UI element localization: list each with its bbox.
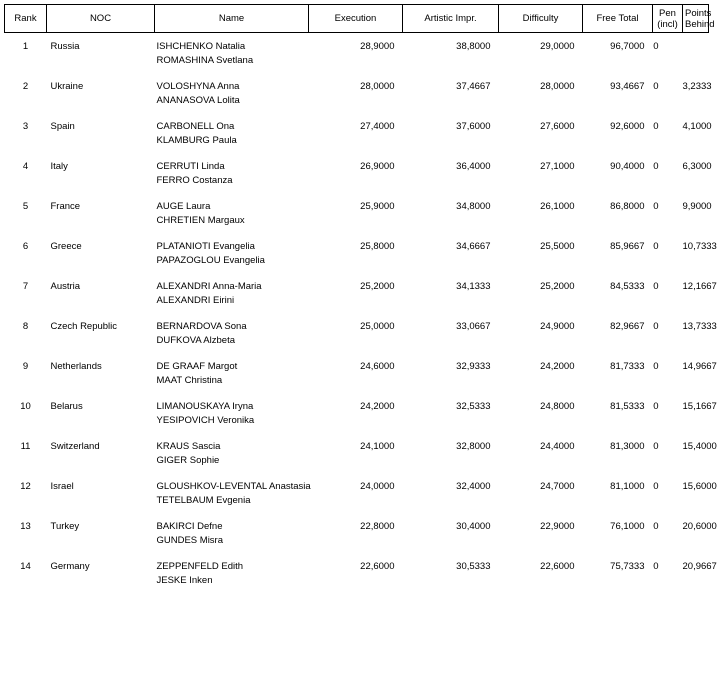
athlete-name-1: ZEPPENFELD Edith xyxy=(156,561,244,572)
table-row xyxy=(5,160,709,200)
athlete-name-2: GIGER Sophie xyxy=(156,455,220,466)
name-cell xyxy=(155,80,309,120)
rank-cell: 8 xyxy=(22,321,29,332)
points-behind-cell: 15,4000 xyxy=(682,441,717,452)
execution-cell: 24,1000 xyxy=(360,441,395,452)
rank-cell: 7 xyxy=(22,281,29,292)
header-behind-line2: Behind xyxy=(685,18,715,30)
name-cell xyxy=(155,360,309,400)
rank-cell: 6 xyxy=(22,241,29,252)
rank-cell: 14 xyxy=(20,561,31,572)
athlete-name-1: GLOUSHKOV-LEVENTAL Anastasia xyxy=(156,481,311,492)
rank-cell: 11 xyxy=(20,441,31,452)
points-behind-cell: 3,2333 xyxy=(682,81,712,92)
difficulty-cell: 25,2000 xyxy=(540,281,575,292)
name-cell xyxy=(155,480,309,520)
free-total-cell: 93,4667 xyxy=(610,81,645,92)
execution-cell: 25,8000 xyxy=(360,241,395,252)
name-cell xyxy=(155,240,309,280)
artistic-cell: 34,6667 xyxy=(456,241,491,252)
athlete-name-1: CERRUTI Linda xyxy=(156,161,225,172)
points-behind-cell: 10,7333 xyxy=(682,241,717,252)
athlete-name-2: ROMASHINA Svetlana xyxy=(156,55,254,66)
points-behind-cell xyxy=(683,33,709,81)
pen-cell: 0 xyxy=(653,201,659,212)
points-behind-cell: 15,1667 xyxy=(682,401,717,412)
athlete-name-1: CARBONELL Ona xyxy=(156,121,235,132)
points-behind-cell: 6,3000 xyxy=(682,161,712,172)
difficulty-cell: 26,1000 xyxy=(540,201,575,212)
noc-cell: Israel xyxy=(50,481,74,492)
header-difficulty: Difficulty xyxy=(499,5,583,33)
free-total-cell: 81,3000 xyxy=(610,441,645,452)
rank-cell: 10 xyxy=(20,401,31,412)
artistic-cell: 30,5333 xyxy=(456,561,491,572)
noc-cell: Turkey xyxy=(50,521,80,532)
pen-cell: 0 xyxy=(653,161,659,172)
execution-cell: 22,6000 xyxy=(360,561,395,572)
noc-cell: Greece xyxy=(50,241,82,252)
free-total-cell: 92,6000 xyxy=(610,121,645,132)
rank-cell: 9 xyxy=(22,361,29,372)
rank-cell: 5 xyxy=(22,201,29,212)
athlete-name-2: FERRO Costanza xyxy=(156,175,233,186)
table-row xyxy=(5,360,709,400)
table-row xyxy=(5,320,709,360)
athlete-name-1: BERNARDOVA Sona xyxy=(156,321,247,332)
name-cell xyxy=(155,280,309,320)
points-behind-cell: 13,7333 xyxy=(682,321,717,332)
artistic-cell: 33,0667 xyxy=(456,321,491,332)
name-cell xyxy=(155,33,309,81)
header-rank: Rank xyxy=(5,5,47,33)
difficulty-cell: 24,9000 xyxy=(540,321,575,332)
athlete-name-2: GUNDES Misra xyxy=(156,535,224,546)
table-row xyxy=(5,200,709,240)
header-free-total: Free Total xyxy=(583,5,653,33)
difficulty-cell: 24,8000 xyxy=(540,401,575,412)
table-row xyxy=(5,560,709,600)
athlete-name-2: ALEXANDRI Eirini xyxy=(156,295,235,306)
pen-cell: 0 xyxy=(653,561,659,572)
difficulty-cell: 24,2000 xyxy=(540,361,575,372)
execution-cell: 28,0000 xyxy=(360,81,395,92)
header-pen-line1: Pen xyxy=(659,7,676,19)
header-row xyxy=(5,5,709,33)
table-row xyxy=(5,440,709,480)
header-pen xyxy=(653,5,683,33)
points-behind-cell: 4,1000 xyxy=(682,121,712,132)
free-total-cell: 81,5333 xyxy=(610,401,645,412)
free-total-cell: 96,7000 xyxy=(610,41,645,52)
athlete-name-1: ALEXANDRI Anna-Maria xyxy=(156,281,262,292)
free-total-cell: 86,8000 xyxy=(610,201,645,212)
free-total-cell: 75,7333 xyxy=(610,561,645,572)
free-total-cell: 85,9667 xyxy=(610,241,645,252)
header-behind-line1: Points xyxy=(685,7,712,19)
pen-cell: 0 xyxy=(653,401,659,412)
pen-cell: 0 xyxy=(653,81,659,92)
difficulty-cell: 29,0000 xyxy=(540,41,575,52)
rank-cell: 2 xyxy=(22,81,29,92)
artistic-cell: 32,9333 xyxy=(456,361,491,372)
points-behind-cell: 20,9667 xyxy=(682,561,717,572)
points-behind-cell: 14,9667 xyxy=(682,361,717,372)
athlete-name-1: VOLOSHYNA Anna xyxy=(156,81,240,92)
athlete-name-1: ISHCHENKO Natalia xyxy=(156,41,246,52)
athlete-name-1: AUGE Laura xyxy=(156,201,211,212)
noc-cell: Belarus xyxy=(50,401,83,412)
free-total-cell: 82,9667 xyxy=(610,321,645,332)
header-noc: NOC xyxy=(47,5,155,33)
rank-cell: 4 xyxy=(22,161,29,172)
difficulty-cell: 24,7000 xyxy=(540,481,575,492)
table-row xyxy=(5,120,709,160)
athlete-name-1: DE GRAAF Margot xyxy=(156,361,238,372)
points-behind-cell: 20,6000 xyxy=(682,521,717,532)
difficulty-cell: 28,0000 xyxy=(540,81,575,92)
noc-cell: Netherlands xyxy=(50,361,102,372)
difficulty-cell: 25,5000 xyxy=(540,241,575,252)
table-row xyxy=(5,80,709,120)
artistic-cell: 37,6000 xyxy=(456,121,491,132)
pen-cell: 0 xyxy=(653,321,659,332)
name-cell xyxy=(155,160,309,200)
execution-cell: 25,0000 xyxy=(360,321,395,332)
table-row xyxy=(5,240,709,280)
name-cell xyxy=(155,200,309,240)
execution-cell: 25,2000 xyxy=(360,281,395,292)
free-total-cell: 81,1000 xyxy=(610,481,645,492)
header-pen-line2: (incl) xyxy=(657,18,678,30)
table-row xyxy=(5,480,709,520)
pen-cell: 0 xyxy=(653,441,659,452)
free-total-cell: 84,5333 xyxy=(610,281,645,292)
points-behind-cell: 9,9000 xyxy=(682,201,712,212)
execution-cell: 24,0000 xyxy=(360,481,395,492)
noc-cell: Czech Republic xyxy=(50,321,118,332)
points-behind-cell: 12,1667 xyxy=(682,281,717,292)
table-row xyxy=(5,520,709,560)
difficulty-cell: 27,1000 xyxy=(540,161,575,172)
pen-cell: 0 xyxy=(653,281,659,292)
table-header xyxy=(5,5,715,33)
execution-cell: 27,4000 xyxy=(360,121,395,132)
artistic-cell: 38,8000 xyxy=(456,41,491,52)
name-cell xyxy=(155,560,309,600)
name-cell xyxy=(155,440,309,480)
execution-cell: 24,2000 xyxy=(360,401,395,412)
noc-cell: Switzerland xyxy=(50,441,100,452)
name-cell xyxy=(155,320,309,360)
difficulty-cell: 22,9000 xyxy=(540,521,575,532)
pen-cell: 0 xyxy=(653,121,659,132)
header-execution: Execution xyxy=(309,5,403,33)
artistic-cell: 37,4667 xyxy=(456,81,491,92)
execution-cell: 24,6000 xyxy=(360,361,395,372)
rank-cell: 3 xyxy=(22,121,29,132)
free-total-cell: 90,4000 xyxy=(610,161,645,172)
pen-cell: 0 xyxy=(653,41,659,52)
free-total-cell: 81,7333 xyxy=(610,361,645,372)
athlete-name-2: PAPAZOGLOU Evangelia xyxy=(156,255,265,266)
noc-cell: Russia xyxy=(50,41,80,52)
name-cell xyxy=(155,400,309,440)
athlete-name-2: JESKE Inken xyxy=(156,575,213,586)
artistic-cell: 34,8000 xyxy=(456,201,491,212)
athlete-name-2: YESIPOVICH Veronika xyxy=(156,415,255,426)
athlete-name-1: KRAUS Sascia xyxy=(156,441,221,452)
table-row xyxy=(5,280,709,320)
difficulty-cell: 24,4000 xyxy=(540,441,575,452)
athlete-name-2: MAAT Christina xyxy=(156,375,223,386)
free-total-cell: 76,1000 xyxy=(610,521,645,532)
athlete-name-1: PLATANIOTI Evangelia xyxy=(156,241,255,252)
name-cell xyxy=(155,120,309,160)
name-cell xyxy=(155,520,309,560)
athlete-name-2: ANANASOVA Lolita xyxy=(156,95,240,106)
difficulty-cell: 27,6000 xyxy=(540,121,575,132)
execution-cell: 26,9000 xyxy=(360,161,395,172)
pen-cell: 0 xyxy=(653,241,659,252)
athlete-name-2: CHRETIEN Margaux xyxy=(156,215,245,226)
pen-cell: 0 xyxy=(653,521,659,532)
noc-cell: France xyxy=(50,201,81,212)
noc-cell: Spain xyxy=(50,121,75,132)
difficulty-cell: 22,6000 xyxy=(540,561,575,572)
athlete-name-2: TETELBAUM Evgenia xyxy=(156,495,251,506)
noc-cell: Ukraine xyxy=(50,81,84,92)
header-artistic: Artistic Impr. xyxy=(403,5,499,33)
table-body xyxy=(5,33,717,601)
execution-cell: 22,8000 xyxy=(360,521,395,532)
artistic-cell: 36,4000 xyxy=(456,161,491,172)
athlete-name-1: LIMANOUSKAYA Iryna xyxy=(156,401,254,412)
artistic-cell: 34,1333 xyxy=(456,281,491,292)
results-table xyxy=(4,4,717,600)
artistic-cell: 30,4000 xyxy=(456,521,491,532)
rank-cell: 13 xyxy=(20,521,31,532)
points-behind-cell: 15,6000 xyxy=(682,481,717,492)
noc-cell: Austria xyxy=(50,281,81,292)
header-points-behind xyxy=(683,5,715,33)
pen-cell: 0 xyxy=(653,481,659,492)
noc-cell: Italy xyxy=(50,161,68,172)
execution-cell: 28,9000 xyxy=(360,41,395,52)
execution-cell: 25,9000 xyxy=(360,201,395,212)
artistic-cell: 32,8000 xyxy=(456,441,491,452)
pen-cell: 0 xyxy=(653,361,659,372)
noc-cell: Germany xyxy=(50,561,90,572)
artistic-cell: 32,5333 xyxy=(456,401,491,412)
table-row xyxy=(5,33,709,81)
header-name: Name xyxy=(155,5,309,33)
table-row xyxy=(5,400,709,440)
rank-cell: 1 xyxy=(22,41,29,52)
athlete-name-2: DUFKOVA Alzbeta xyxy=(156,335,235,346)
athlete-name-2: KLAMBURG Paula xyxy=(156,135,237,146)
artistic-cell: 32,4000 xyxy=(456,481,491,492)
rank-cell: 12 xyxy=(20,481,31,492)
athlete-name-1: BAKIRCI Defne xyxy=(156,521,223,532)
